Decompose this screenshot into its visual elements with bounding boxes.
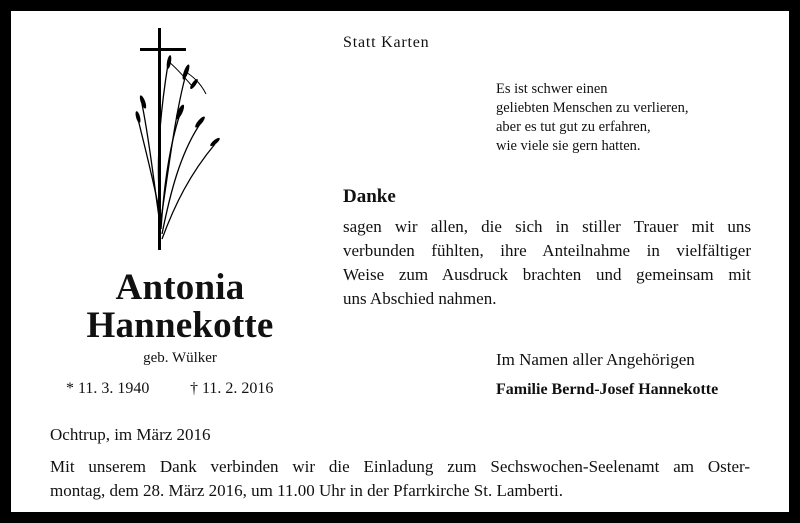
footer-line: Mit unserem Dank verbinden wir die Einladung zum Sechswochen-Seelenamt am Oster- [50, 457, 750, 476]
thanks-line: verbunden fühlten, ihre Anteilnahme in vielfältiger [343, 241, 751, 260]
birth-date: * 11. 3. 1940 [66, 380, 150, 397]
poem-line: Es ist schwer einen [496, 81, 608, 97]
thanks-line: sagen wir allen, die sich in stiller Trauer mit uns [343, 217, 751, 236]
footer-line: montag, dem 28. März 2016, um 11.00 Uhr in der Pfarrkirche St. Lamberti. [50, 481, 564, 500]
death-date: † 11. 2. 2016 [190, 380, 274, 397]
signature-intro: Im Namen aller Angehörigen [496, 350, 695, 369]
poem-line: aber es tut gut zu erfahren, [496, 119, 651, 135]
footer-note [50, 455, 750, 503]
poem [496, 80, 688, 156]
thanks-heading: Danke [343, 186, 396, 207]
thanks-line: uns Abschied nahmen. [343, 289, 497, 308]
place-date: Ochtrup, im März 2016 [50, 425, 211, 444]
thanks-body [343, 215, 751, 311]
poem-line: geliebten Menschen zu verlieren, [496, 100, 689, 116]
poem-line: wie viele sie gern hatten. [496, 138, 641, 154]
cross-with-grain-icon [120, 24, 230, 256]
statt-karten-text: Statt Karten [343, 34, 430, 51]
signature-family: Familie Bernd-Josef Hannekotte [496, 381, 719, 398]
thanks-line: Weise zum Ausdruck brachten und gemeinsam mit [343, 265, 751, 284]
deceased-last-name: Hannekotte [86, 305, 274, 346]
deceased-first-name: Antonia [115, 267, 245, 308]
maiden-name: geb. Wülker [143, 350, 217, 366]
